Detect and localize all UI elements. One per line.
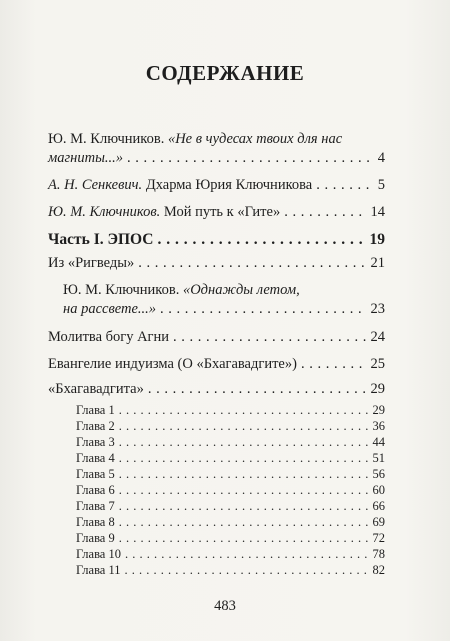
toc-entry-author: Ю. М. Ключников. (48, 131, 165, 147)
toc-chapter-title: Глава 7 (76, 499, 115, 513)
dot-leader (119, 402, 369, 418)
toc-chapter (76, 402, 385, 418)
toc-entry-line (48, 203, 385, 222)
toc-chapter-page: 69 (372, 515, 385, 529)
toc-chapter (76, 530, 385, 546)
toc-chapter (76, 514, 385, 530)
toc-entry-line (48, 176, 385, 195)
dot-leader (125, 546, 369, 562)
toc-entry-line (48, 230, 385, 249)
toc-chapter (76, 482, 385, 498)
toc-chapter-page: 78 (372, 547, 385, 561)
toc-entry (48, 176, 385, 195)
toc-entry-line (63, 281, 385, 300)
toc-chapter-list (76, 402, 385, 578)
toc-chapter-title: Глава 2 (76, 419, 115, 433)
toc-chapter (76, 498, 385, 514)
toc-chapter (76, 546, 385, 562)
toc-entry-title: «Бхагавадгита» (48, 381, 144, 397)
toc-entry-page: 14 (370, 204, 385, 220)
dot-leader (119, 530, 369, 546)
toc-entry-title: «Не в чудесах твоих для нас (167, 131, 343, 147)
toc-chapter-page: 29 (372, 403, 385, 417)
toc-entry-title: Мой путь к «Гите» (163, 204, 281, 220)
toc-chapter-title: Глава 5 (76, 467, 115, 481)
toc-part-heading (48, 230, 385, 249)
dot-leader (119, 450, 369, 466)
toc-entry-page: 24 (370, 329, 385, 345)
toc-chapter-page: 82 (372, 563, 385, 577)
toc-chapter (76, 562, 385, 578)
toc-chapter-title: Глава 3 (76, 435, 115, 449)
toc-chapter-title: Глава 11 (76, 563, 121, 577)
toc-entry-line (48, 328, 385, 347)
dot-leader (301, 355, 367, 374)
dot-leader (119, 418, 369, 434)
toc-entry-title: Молитва богу Агни (48, 329, 170, 345)
toc-entry (48, 328, 385, 347)
toc-entry (48, 130, 385, 168)
dot-leader (119, 466, 369, 482)
dot-leader (160, 300, 366, 319)
toc-chapter-title: Глава 8 (76, 515, 115, 529)
toc-chapter-page: 36 (372, 419, 385, 433)
toc-entry-line (48, 149, 385, 168)
toc-entry-page: 19 (369, 231, 385, 248)
toc-entry-line (48, 254, 385, 273)
toc-entry-line (48, 355, 385, 374)
toc-chapter-page: 44 (372, 435, 385, 449)
dot-leader (125, 562, 369, 578)
toc-entry-title-cont: на рассвете...» (63, 301, 157, 317)
toc-chapter-page: 60 (372, 483, 385, 497)
toc-entry-page: 21 (370, 255, 385, 271)
dot-leader (284, 203, 366, 222)
toc-entry-author: А. Н. Сенкевич. (48, 177, 143, 193)
toc-chapter-title: Глава 6 (76, 483, 115, 497)
dot-leader (148, 380, 367, 399)
dot-leader (173, 328, 366, 347)
toc-entry (48, 380, 385, 399)
toc-chapter-title: Глава 10 (76, 547, 121, 561)
toc-chapter (76, 450, 385, 466)
dot-leader (119, 482, 369, 498)
toc-chapter-title: Глава 1 (76, 403, 115, 417)
toc-entry-title: Дхарма Юрия Ключникова (145, 177, 313, 193)
toc-entry-page: 25 (370, 356, 385, 372)
dot-leader (127, 149, 374, 168)
dot-leader (119, 514, 369, 530)
toc-chapter (76, 466, 385, 482)
toc-entry-title: Часть I. ЭПОС (48, 231, 154, 248)
toc-chapter-page: 66 (372, 499, 385, 513)
toc-entry-page: 23 (370, 301, 385, 317)
dot-leader (119, 434, 369, 450)
toc-entry-line (63, 300, 385, 319)
page-number: 483 (214, 598, 236, 614)
toc-entry (48, 254, 385, 273)
toc-chapter-page: 51 (372, 451, 385, 465)
toc-chapter (76, 418, 385, 434)
toc-entry-title: Евангелие индуизма (О «Бхагавадгите») (48, 356, 297, 372)
dot-leader (316, 176, 374, 195)
dot-leader (157, 230, 365, 249)
dot-leader (119, 498, 369, 514)
toc-chapter-page: 56 (372, 467, 385, 481)
contents-title: СОДЕРЖАНИЕ (145, 61, 305, 85)
toc-chapter (76, 434, 385, 450)
toc-entry-title: «Однажды летом, (182, 282, 300, 298)
toc-entry-line (48, 130, 385, 149)
toc-entry-author: Ю. М. Ключников. (63, 282, 180, 298)
toc-entry (63, 281, 385, 319)
toc-entry-title: Из «Ригведы» (48, 255, 135, 271)
toc-entry (48, 203, 385, 222)
toc-entry-title-cont: магниты...» (48, 150, 124, 166)
toc-entry (48, 355, 385, 374)
dot-leader (138, 254, 366, 273)
toc-chapter-page: 72 (372, 531, 385, 545)
toc-entry-line (48, 380, 385, 399)
toc-chapter-title: Глава 9 (76, 531, 115, 545)
toc-chapter-title: Глава 4 (76, 451, 115, 465)
toc-entry-page: 4 (377, 150, 385, 166)
toc-entry-page: 5 (377, 177, 385, 193)
toc-entry-author: Ю. М. Ключников. (48, 204, 161, 220)
toc-entry-page: 29 (370, 381, 385, 397)
